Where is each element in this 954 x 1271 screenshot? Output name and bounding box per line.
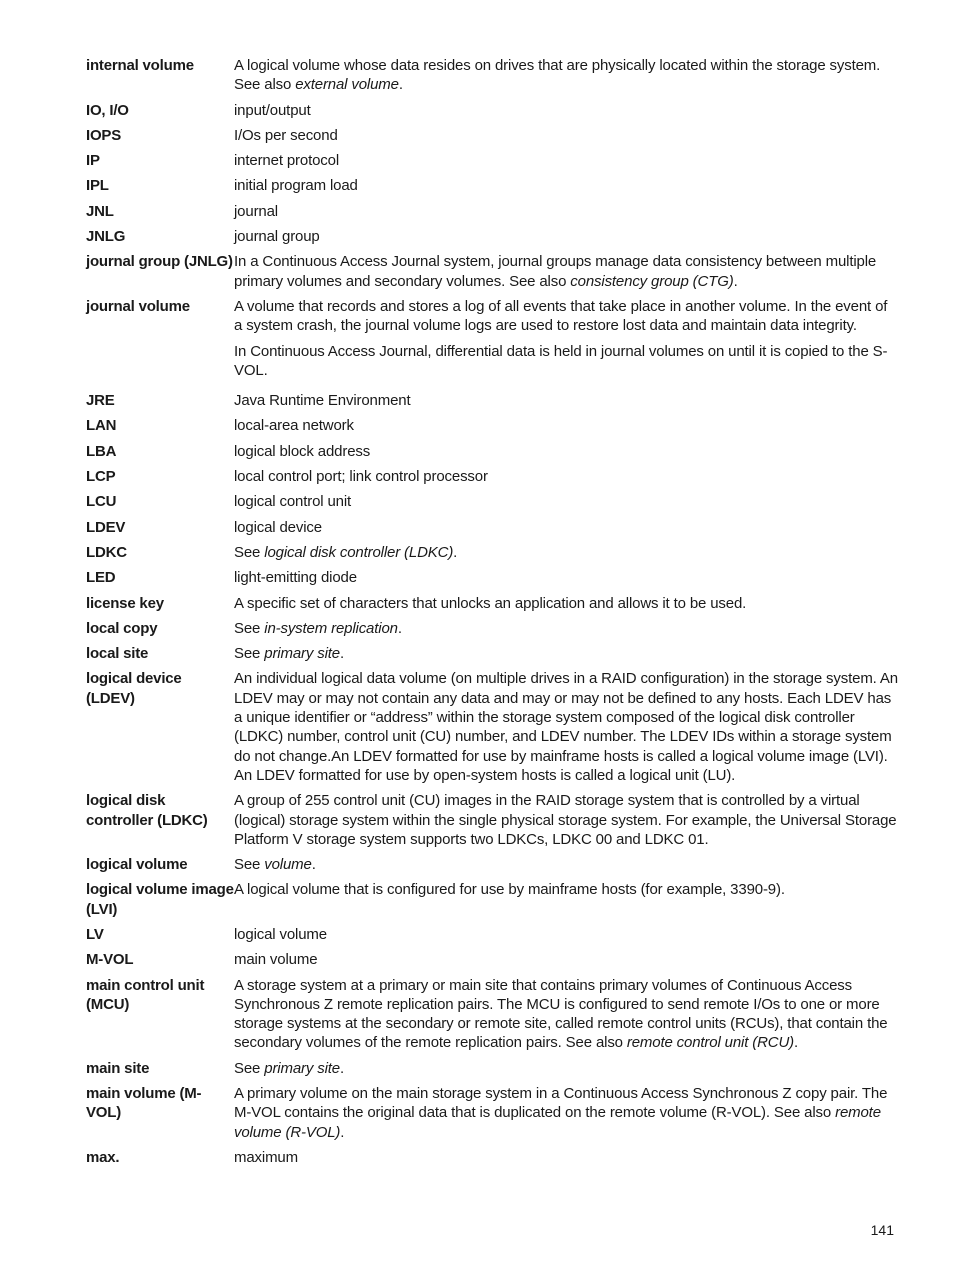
cross-reference: primary site (264, 1059, 340, 1077)
definition-text: input/output (234, 101, 311, 119)
glossary-term: LDKC (86, 543, 127, 561)
definition-text: I/Os per second (234, 126, 338, 144)
definition-text: maximum (234, 1148, 298, 1166)
definition-paragraph (234, 568, 898, 587)
glossary-entry (86, 669, 898, 785)
glossary-entry (86, 925, 898, 944)
glossary-definition (234, 202, 898, 221)
definition-paragraph (234, 619, 898, 638)
glossary-entry (86, 176, 898, 195)
glossary-entry (86, 56, 898, 95)
definition-text: A volume that records and stores a log of all events that take place in another volume. In the event of a system crash, the journal volume logs are used to restore lost data and maintain data integrity. (234, 297, 888, 335)
glossary-term: LAN (86, 417, 117, 435)
definition-paragraph (234, 56, 898, 95)
cross-reference: consistency group (CTG) (570, 272, 734, 290)
definition-text: logical control unit (234, 493, 352, 511)
definition-text: . (340, 1123, 345, 1141)
glossary-entry (86, 950, 898, 969)
glossary-definition (234, 855, 898, 874)
glossary-term: IPL (86, 177, 109, 195)
glossary-entry (86, 151, 898, 170)
glossary-term: logical volume image (LVI) (86, 881, 234, 918)
glossary-entry (86, 791, 898, 849)
glossary-entry (86, 1084, 898, 1142)
glossary-entry (86, 518, 898, 537)
cross-reference: external volume (295, 76, 399, 94)
definition-text: . (398, 76, 403, 94)
cross-reference: in-system replication (264, 619, 398, 637)
glossary-definition (234, 619, 898, 638)
glossary-definition (234, 492, 898, 511)
glossary-entry (86, 202, 898, 221)
glossary-definition (234, 669, 898, 785)
glossary-entry (86, 126, 898, 145)
glossary-definition (234, 644, 898, 663)
glossary-definition (234, 126, 898, 145)
glossary-term: journal group (JNLG) (86, 253, 233, 271)
glossary-term: local copy (86, 619, 158, 637)
glossary-definition (234, 252, 898, 291)
definition-text: light-emitting diode (234, 569, 357, 587)
definition-paragraph (234, 855, 898, 874)
definition-text: In a Continuous Access Journal system, journal groups manage data consistency between multiple primary volumes and secondary volumes. See also (234, 253, 877, 290)
glossary-definition (234, 594, 898, 613)
cross-reference: primary site (264, 645, 340, 663)
definition-text: A storage system at a primary or main site that contains primary volumes of Continuous Access Synchronous Z remote replication pairs. The MCU is configured to send remote I/Os to one or more storage systems at the secondary or remote site, called remote control units (RCUs), that contain the secondary volumes of the remote replication pairs. See also (234, 976, 888, 1052)
definition-text: logical device (234, 518, 322, 536)
glossary-definition (234, 467, 898, 486)
definition-text: . (397, 619, 402, 637)
definition-paragraph (234, 669, 898, 785)
glossary-term: license key (86, 594, 164, 612)
glossary-definition (234, 1059, 898, 1078)
glossary-definition (234, 1148, 898, 1167)
glossary-definition (234, 227, 898, 246)
definition-text: internet protocol (234, 152, 340, 170)
definition-text: A specific set of characters that unlocks an application and allows it to be used. (234, 594, 747, 612)
definition-text: A primary volume on the main storage system in a Continuous Access Synchronous Z copy pair. The M-VOL contains the original data that is duplicated on the remote volume (R-VOL). See also (234, 1085, 888, 1122)
definition-paragraph (234, 950, 898, 969)
glossary-term: main site (86, 1059, 150, 1077)
glossary-term: M-VOL (86, 951, 134, 969)
glossary-definition (234, 925, 898, 944)
definition-text: local control port; link control processor (234, 468, 488, 486)
definition-text: main volume (234, 951, 318, 969)
definition-paragraph (234, 594, 898, 613)
glossary-definition (234, 880, 898, 919)
definition-text: A group of 255 control unit (CU) images in the RAID storage system that is controlled by a virtual (logical) storage system within the single physical storage system. For example, the Universal Storage Platform V storage system supports two LDKCs, LDKC 00 and LDKC 01. (234, 792, 897, 848)
glossary-term: JNL (86, 202, 114, 220)
glossary-entry (86, 416, 898, 435)
glossary-term: journal volume (86, 297, 190, 315)
definition-paragraph (234, 391, 898, 410)
glossary-definition (234, 568, 898, 587)
glossary-entry (86, 442, 898, 461)
definition-paragraph (234, 492, 898, 511)
glossary-definition (234, 297, 898, 380)
definition-text: . (794, 1034, 799, 1052)
definition-paragraph (234, 1084, 898, 1142)
glossary-definition (234, 976, 898, 1053)
definition-paragraph (234, 925, 898, 944)
glossary-term: logical disk controller (LDKC) (86, 792, 208, 829)
definition-paragraph (234, 791, 898, 849)
glossary-definition (234, 518, 898, 537)
glossary-term: LCU (86, 493, 117, 511)
glossary-term: logical device (LDEV) (86, 670, 182, 707)
glossary-definition (234, 56, 898, 95)
definition-paragraph (234, 976, 898, 1053)
glossary-term: internal volume (86, 57, 194, 74)
glossary-term: LCP (86, 468, 116, 486)
glossary-term: LBA (86, 442, 117, 460)
definition-paragraph (234, 151, 898, 170)
glossary-list (86, 56, 898, 1173)
definition-text: See (234, 543, 265, 561)
definition-text: A logical volume whose data resides on drives that are physically located within the storage system. See also (234, 57, 881, 94)
glossary-definition (234, 791, 898, 849)
definition-text: logical volume (234, 925, 327, 943)
glossary-entry (86, 855, 898, 874)
glossary-term: JRE (86, 392, 115, 410)
definition-paragraph (234, 342, 898, 381)
glossary-entry (86, 252, 898, 291)
cross-reference: volume (264, 856, 312, 874)
glossary-definition (234, 1084, 898, 1142)
definition-text: local-area network (234, 417, 354, 435)
definition-text: Java Runtime Environment (234, 392, 411, 410)
glossary-entry (86, 467, 898, 486)
glossary-definition (234, 151, 898, 170)
glossary-entry (86, 594, 898, 613)
glossary-entry (86, 391, 898, 410)
definition-text: An individual logical data volume (on multiple drives in a RAID configuration) in the storage system. An LDEV may or may not contain any data and may or may not be defined to any hosts. Each LDEV has a unique identifier or “address” within the storage system composed of the logical disk controller (LDKC) number, control unit (CU) number, and LDEV number. The LDEV IDs within a storage system do not change.An LDEV formatted for use by mainframe hosts is called a logical volume image (LVI). An LDEV formatted for use by open-system hosts is called a logical unit (LU). (234, 670, 898, 784)
cross-reference: remote control unit (RCU) (626, 1034, 795, 1052)
glossary-definition (234, 176, 898, 195)
definition-text: logical block address (234, 442, 371, 460)
definition-paragraph (234, 880, 898, 899)
glossary-entry (86, 976, 898, 1053)
definition-paragraph (234, 101, 898, 120)
definition-paragraph (234, 126, 898, 145)
definition-paragraph (234, 227, 898, 246)
glossary-definition (234, 391, 898, 410)
glossary-term: IP (86, 152, 100, 170)
definition-paragraph (234, 1148, 898, 1167)
definition-paragraph (234, 644, 898, 663)
definition-text: . (339, 645, 345, 663)
definition-paragraph (234, 442, 898, 461)
definition-text: See (234, 645, 265, 663)
glossary-entry (86, 644, 898, 663)
definition-text: See (234, 619, 265, 637)
definition-text: journal group (234, 228, 320, 246)
definition-text: journal (234, 202, 278, 220)
cross-reference: logical disk controller (LDKC) (264, 543, 454, 561)
glossary-term: JNLG (86, 228, 126, 246)
glossary-entry (86, 619, 898, 638)
definition-text: . (311, 856, 316, 874)
definition-paragraph (234, 518, 898, 537)
glossary-entry (86, 880, 898, 919)
glossary-entry (86, 1059, 898, 1078)
glossary-term: LDEV (86, 518, 126, 536)
definition-paragraph (234, 297, 898, 336)
page-number: 141 (870, 1222, 894, 1238)
glossary-term: logical volume (86, 856, 188, 874)
definition-text: A logical volume that is configured for use by mainframe hosts (for example, 3390-9). (234, 881, 785, 899)
glossary-term: main control unit (MCU) (86, 976, 205, 1013)
definition-paragraph (234, 416, 898, 435)
definition-text: In Continuous Access Journal, differential data is held in journal volumes on until it is copied to the S-VOL. (234, 342, 888, 379)
glossary-definition (234, 543, 898, 562)
glossary-term: LV (86, 925, 104, 943)
glossary-entry (86, 568, 898, 587)
definition-paragraph (234, 252, 898, 291)
glossary-term: max. (86, 1148, 120, 1166)
definition-paragraph (234, 1059, 898, 1078)
definition-text: See (234, 856, 265, 874)
glossary-entry (86, 492, 898, 511)
definition-text: See (234, 1059, 265, 1077)
definition-text: . (339, 1059, 345, 1077)
glossary-entry (86, 1148, 898, 1167)
glossary-entry (86, 101, 898, 120)
glossary-term: local site (86, 645, 149, 663)
definition-text: initial program load (234, 177, 358, 195)
glossary-term: main volume (M-VOL) (86, 1085, 202, 1122)
glossary-definition (234, 416, 898, 435)
glossary-entry (86, 297, 898, 380)
glossary-entry (86, 227, 898, 246)
definition-text: . (453, 543, 458, 561)
definition-paragraph (234, 543, 898, 562)
glossary-definition (234, 101, 898, 120)
cross-reference: remote volume (R-VOL) (234, 1104, 881, 1141)
definition-text: . (733, 272, 738, 290)
glossary-definition (234, 442, 898, 461)
glossary-term: IOPS (86, 126, 122, 144)
glossary-term: LED (86, 569, 116, 587)
glossary-definition (234, 950, 898, 969)
definition-paragraph (234, 202, 898, 221)
definition-paragraph (234, 467, 898, 486)
definition-paragraph (234, 176, 898, 195)
glossary-entry (86, 543, 898, 562)
glossary-term: IO, I/O (86, 101, 129, 119)
